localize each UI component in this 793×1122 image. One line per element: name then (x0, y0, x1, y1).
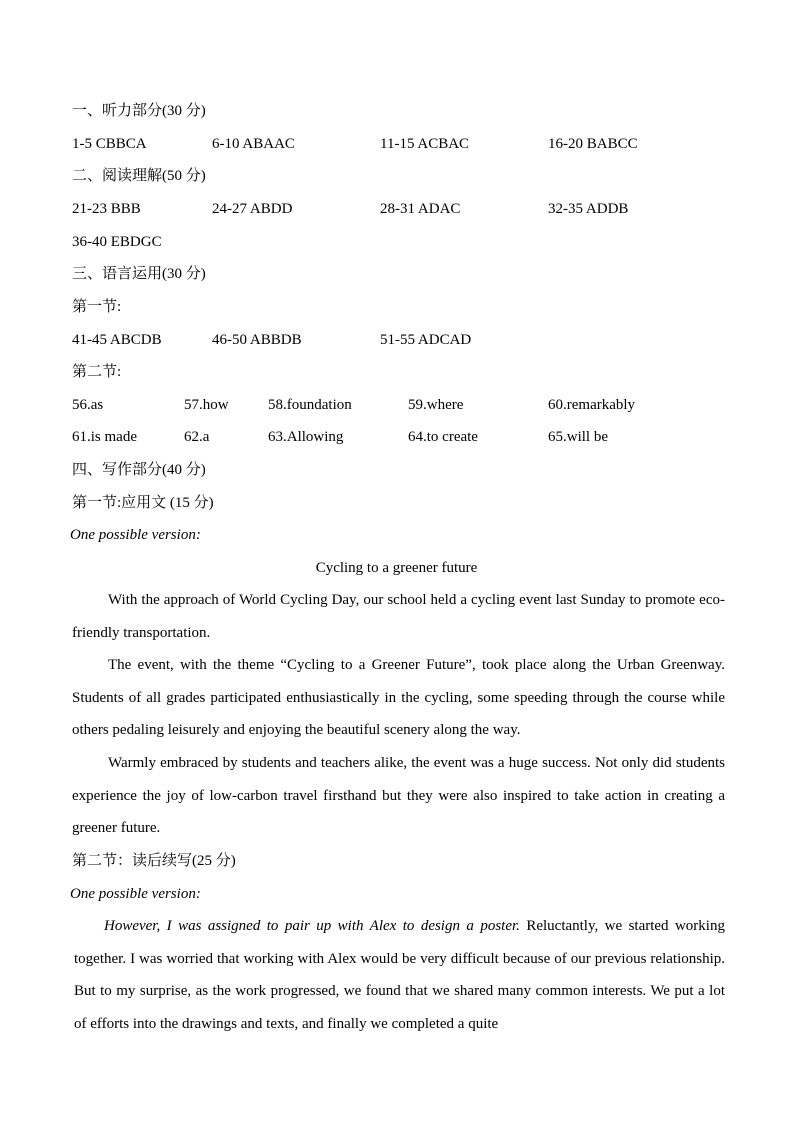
essay-paragraph-3: Warmly embraced by students and teachers alike, the event was a huge success. Not only did students experience the joy of low-carbon travel firsthand but they were also inspired to take action in creating a greener future. (72, 755, 725, 837)
cloze-answer-1: 41-45 ABCDB (72, 332, 162, 348)
grammar-answer-63: 63.Allowing (268, 429, 344, 445)
reading-heading: 二、阅读理解(50 分) (72, 168, 206, 184)
language-heading: 三、语言运用(30 分) (72, 266, 206, 282)
continuation-paragraph (74, 910, 725, 1040)
part2-label: 第二节: (72, 364, 122, 380)
continuation-body: Reluctantly, we started working together. I was worried that working with Alex would be very difficult because of our previous relationship. But to my surprise, as the work progressed, we found that we shared many common interests. We put a lot of efforts into the drawings and texts, and finally we completed a quite (74, 918, 725, 1032)
listening-answer-3: 11-15 ACBAC (380, 136, 470, 152)
continuation-opening-sentence: However, I was assigned to pair up with Alex to design a poster. (104, 918, 520, 934)
grammar-answer-65: 65.will be (548, 429, 608, 445)
listening-answer-2: 6-10 ABAAC (212, 136, 295, 152)
listening-answer-4: 16-20 BABCC (548, 136, 638, 152)
listening-heading: 一、听力部分(30 分) (72, 103, 206, 119)
essay-title: Cycling to a greener future (315, 560, 478, 576)
reading-answer-4: 32-35 ADDB (548, 201, 629, 217)
writing-part1-label: 第一节:应用文 (15 分) (72, 495, 214, 511)
cloze-answer-3: 51-55 ADCAD (380, 332, 472, 348)
reading-answer-3: 28-31 ADAC (380, 201, 461, 217)
essay-paragraph-1: With the approach of World Cycling Day, our school held a cycling event last Sunday to promote eco-friendly transportation. (72, 592, 725, 641)
grammar-answer-59: 59.where (408, 397, 464, 413)
grammar-answer-64: 64.to create (408, 429, 478, 445)
essay-paragraph-2: The event, with the theme “Cycling to a Greener Future”, took place along the Urban Greenway. Students of all grades participated enthusiastically in the cycling, some speeding through the course while others pedaling leisurely and enjoying the beautiful scenery along the way. (72, 657, 725, 739)
reading-answer-1: 21-23 BBB (72, 201, 141, 217)
listening-answer-1: 1-5 CBBCA (72, 136, 147, 152)
reading-answer-5: 36-40 EBDGC (72, 234, 162, 250)
writing-heading: 四、写作部分(40 分) (72, 462, 206, 478)
part1-label: 第一节: (72, 299, 122, 315)
grammar-answer-58: 58.foundation (268, 397, 352, 413)
grammar-answer-56: 56.as (72, 397, 104, 413)
grammar-answer-61: 61.is made (72, 429, 137, 445)
grammar-answer-62: 62.a (184, 429, 210, 445)
reading-answer-2: 24-27 ABDD (212, 201, 293, 217)
writing-part2-label: 第二节：读后续写(25 分) (72, 853, 236, 869)
writing2-version-label: One possible version: (70, 886, 201, 902)
writing1-version-label: One possible version: (70, 527, 201, 543)
cloze-answer-2: 46-50 ABBDB (212, 332, 302, 348)
grammar-answer-57: 57.how (184, 397, 229, 413)
grammar-answer-60: 60.remarkably (548, 397, 636, 413)
